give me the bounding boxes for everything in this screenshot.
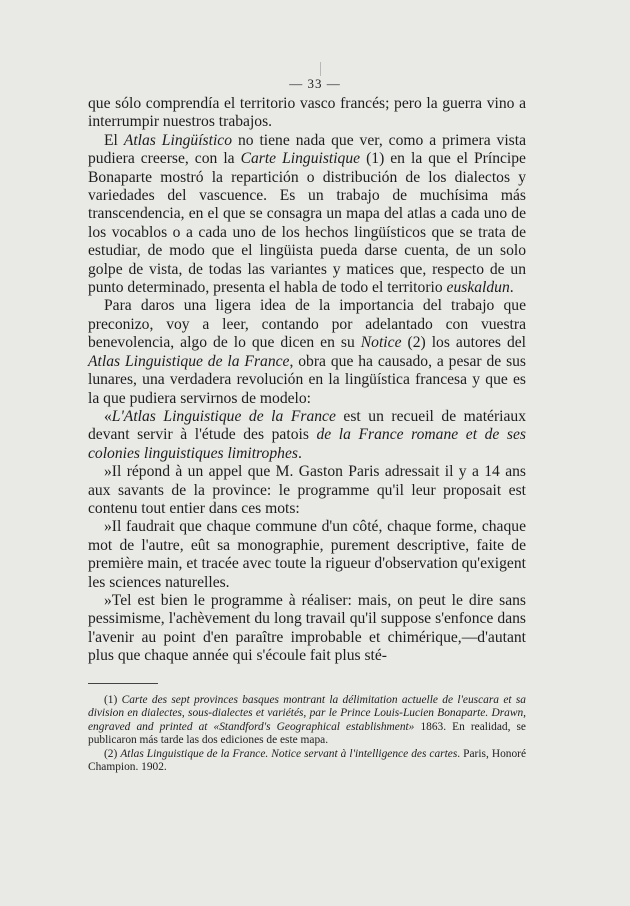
paragraph-5 xyxy=(88,463,526,518)
text-run: (2) los autores del xyxy=(401,334,526,352)
italic-run: Carte des sept provinces basques montrant la délimitation actuelle de l'euscara et sa division en dialectes, sous-dialectes et variétés, par le Prince Louis-Lucien Bonaparte. Drawn, engraved and printed at «Standford's Geographical establishment» xyxy=(88,694,526,733)
text-run: El xyxy=(104,131,124,149)
text-run: no tiene nada que ver, como a primera vista pudiera creerse, con la xyxy=(88,131,527,168)
italic-run: Carte Linguistique xyxy=(240,150,361,168)
text-run: . Paris, Honoré Champion. 1902. xyxy=(88,747,526,774)
italic-run: L'Atlas Linguistique de la France xyxy=(111,407,336,425)
text-run: (1) xyxy=(104,694,122,706)
italic-run: Atlas Linguistique de la France xyxy=(88,352,290,370)
text-run: , obra que ha causado, a pesar de sus lunares, una verdadera revolución en la lingüística francesa y que es la que pudiera servirnos de modelo: xyxy=(88,352,526,407)
text-run: « xyxy=(104,407,112,425)
text-run: . xyxy=(509,279,514,297)
text-run: . xyxy=(297,444,302,462)
text-run: (1) en la que el Príncipe Bonaparte mostró la repartición o distribución de los dialectos y variedades del vascuence. Es un trabajo de muchísima más transcendencia, en el que se consagra un mapa del atlas a cada uno de los vocablos o a cada uno de los hechos lingüísticos que se trata de estudiar, de modo que el lingüista pueda darse cuenta, de un solo golpe de vista, de todas las variantes y matices que, respecto de un punto determinado, presenta el habla de todo el territorio xyxy=(88,150,526,297)
paragraph-6 xyxy=(88,518,526,592)
footnote-1 xyxy=(88,694,526,748)
text-run: »Tel est bien le programme à réaliser: mais, on peut le dire sans pessimisme, l'achèvement du long travail qu'il suppose s'enfonce dans l'avenir au point d'en paraître improbable et chimérique,—d'autant plus que chaque année qui s'écoule fait plus sté- xyxy=(88,591,526,665)
text-run: 1863. En realidad, se publicaron más tarde las dos ediciones de este mapa. xyxy=(88,720,526,747)
pencil-mark xyxy=(320,62,321,76)
text-run: Para daros una ligera idea de la importancia del trabajo que preconizo, voy a leer, contando por adelantado con vuestra benevolencia, algo de lo que dicen en su xyxy=(88,297,526,352)
page-number: — 33 — xyxy=(289,76,341,91)
italic-run: Atlas Linguistique de la France. Notice servant à l'intelligence des cartes xyxy=(120,747,458,760)
footnote-rule xyxy=(88,683,158,684)
paragraph-1 xyxy=(88,95,526,132)
body-text xyxy=(88,95,526,666)
italic-run: Notice xyxy=(360,334,402,352)
text-run: »Il faudrait que chaque commune d'un côté, chaque forme, chaque mot de l'autre, eût sa monographie, purement descriptive, faite de première main, et tracée avec toute la rigueur d'observation qu'exigent les sciences naturelles. xyxy=(88,518,526,591)
paragraph-3 xyxy=(88,297,526,407)
italic-run: de la France romane et de ses colonies linguistiques limitrophes xyxy=(88,426,526,462)
paragraph-4 xyxy=(88,408,526,463)
footnotes xyxy=(88,694,526,774)
text-run: »Il répond à un appel que M. Gaston Paris adressait il y a 14 ans aux savants de la province: le programme qu'il leur proposait est contenu tout entier dans ces mots: xyxy=(88,463,526,517)
text-run: (2) xyxy=(104,747,121,760)
text-run: que sólo comprendía el territorio vasco francés; pero la guerra vino a interrumpir nuestros trabajos. xyxy=(88,95,526,131)
text-run: est un recueil de matériaux devant servir à l'étude des patois xyxy=(88,407,527,444)
footnote-2 xyxy=(88,748,526,775)
italic-run: euskaldun xyxy=(446,279,510,297)
paragraph-2 xyxy=(88,132,526,298)
paragraph-7 xyxy=(88,592,526,666)
italic-run: Atlas Lingüístico xyxy=(123,131,232,149)
